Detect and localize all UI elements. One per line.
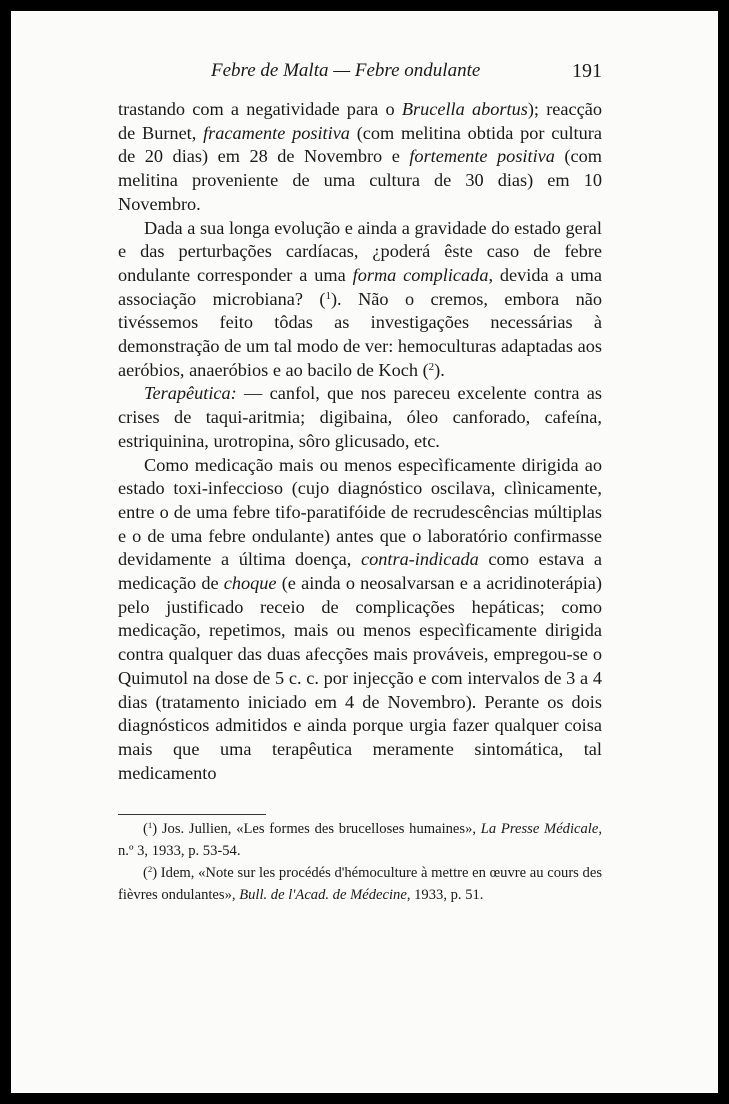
- text-run: — canfol, que nos pareceu excelente contra as crises de taqui-aritmia; digibaina, óleo canforado, cafeína, estriquinina, urotropina, sôro glicusado, etc.: [118, 383, 602, 451]
- italic-text: choque: [223, 573, 277, 594]
- footnote-1: [118, 818, 602, 862]
- italic-text: fracamente positiva: [203, 122, 350, 143]
- text-run: como estava a medicação de: [118, 549, 602, 594]
- running-title: Febre de Malta — Febre ondulante: [211, 60, 481, 81]
- text-run: trastando com a negatividade para o: [118, 99, 402, 119]
- note-ref: 1: [147, 820, 153, 831]
- text-run: Dada a sua longa evolução e ainda a gravidade do estado geral e das perturbações cardíacas, ¿poderá êste caso de febre ondulante corresponder a uma: [118, 217, 602, 285]
- page-number: 191: [572, 60, 602, 82]
- text-run: ); reacção de Burnet,: [118, 99, 603, 143]
- text-run: (: [143, 821, 148, 837]
- paragraph-therapeutics: [118, 382, 602, 453]
- text-run: (com melitina obtida por cultura de 20 dias) em 28 de Novembro e: [118, 122, 602, 167]
- text-run: , 1933, p. 51.: [406, 887, 484, 903]
- text-run: ). Não o cremos, embora não tivéssemos feito tôdas as investigações necessárias à demonstração de um tal modo de ver: hemoculturas adaptadas aos aeróbios, anaeróbios e ao bacilo de Koch (: [118, 288, 603, 380]
- italic-text: Terapêutica:: [144, 383, 237, 404]
- italic-text: Brucella abortus: [401, 99, 528, 119]
- text-run: Como medicação mais ou menos especìficamente dirigida ao estado toxi-infeccioso (cujo diagnóstico oscilava, clìnicamente, entre o de uma febre tifo-paratifóide de recrudescências múltiplas e o de uma febre ondulante) antes que o laboratório confirmasse devidamente a última doença,: [118, 454, 602, 570]
- italic-text: forma complicada: [352, 264, 489, 285]
- text-run: ).: [434, 359, 445, 380]
- note-ref: 2: [428, 360, 435, 373]
- text-run: (e ainda o neosalvarsan e a acridinoterápia) pelo justificado receio de complicações hepáticas; como medicação, repetimos, mais ou menos especìficamente dirigida contra qualquer das duas afecções mais prováveis, empregou-se o Quimutol na dose de 5 c. c. por injecção e com intervalos de 3 a 4 dias (tratamento iniciado em 4 de Novembro). Perante os dois diagnósticos admitidos e ainda porque urgia fazer qualquer coisa mais que uma terapêutica meramente sintomática, tal medicamento: [118, 573, 603, 783]
- italic-text: fortemente positiva: [409, 146, 555, 167]
- footnote-divider: [118, 814, 266, 815]
- text-run: (com melitina proveniente de uma cultura de 30 dias) em 10 Novembro.: [118, 146, 602, 214]
- book-page: [11, 11, 718, 1093]
- footnote-2: [118, 862, 602, 906]
- text-run: ) Jos. Jullien, «Les formes des brucelloses humaines»,: [152, 821, 481, 837]
- text-run: (: [143, 865, 148, 881]
- paragraph: [118, 98, 602, 217]
- note-ref: 1: [325, 289, 331, 302]
- paragraph: [118, 217, 602, 383]
- footnotes: [118, 818, 602, 906]
- page-header: [118, 60, 602, 86]
- italic-text: Bull. de l'Acad. de Médecine: [239, 887, 407, 903]
- italic-text: contra-indicada: [360, 549, 479, 570]
- paragraph: [118, 454, 602, 786]
- text-run: ) Idem, «Note sur les procédés d'hémoculture à mettre en œuvre au cours des fièvres ondulantes»,: [118, 865, 602, 903]
- body-text: [118, 98, 602, 785]
- text-run: , devida a uma associação microbiana? (: [118, 264, 602, 309]
- text-run: , n.º 3, 1933, p. 53-54.: [118, 821, 602, 859]
- note-ref: 2: [147, 864, 153, 875]
- italic-text: La Presse Médicale: [480, 821, 599, 837]
